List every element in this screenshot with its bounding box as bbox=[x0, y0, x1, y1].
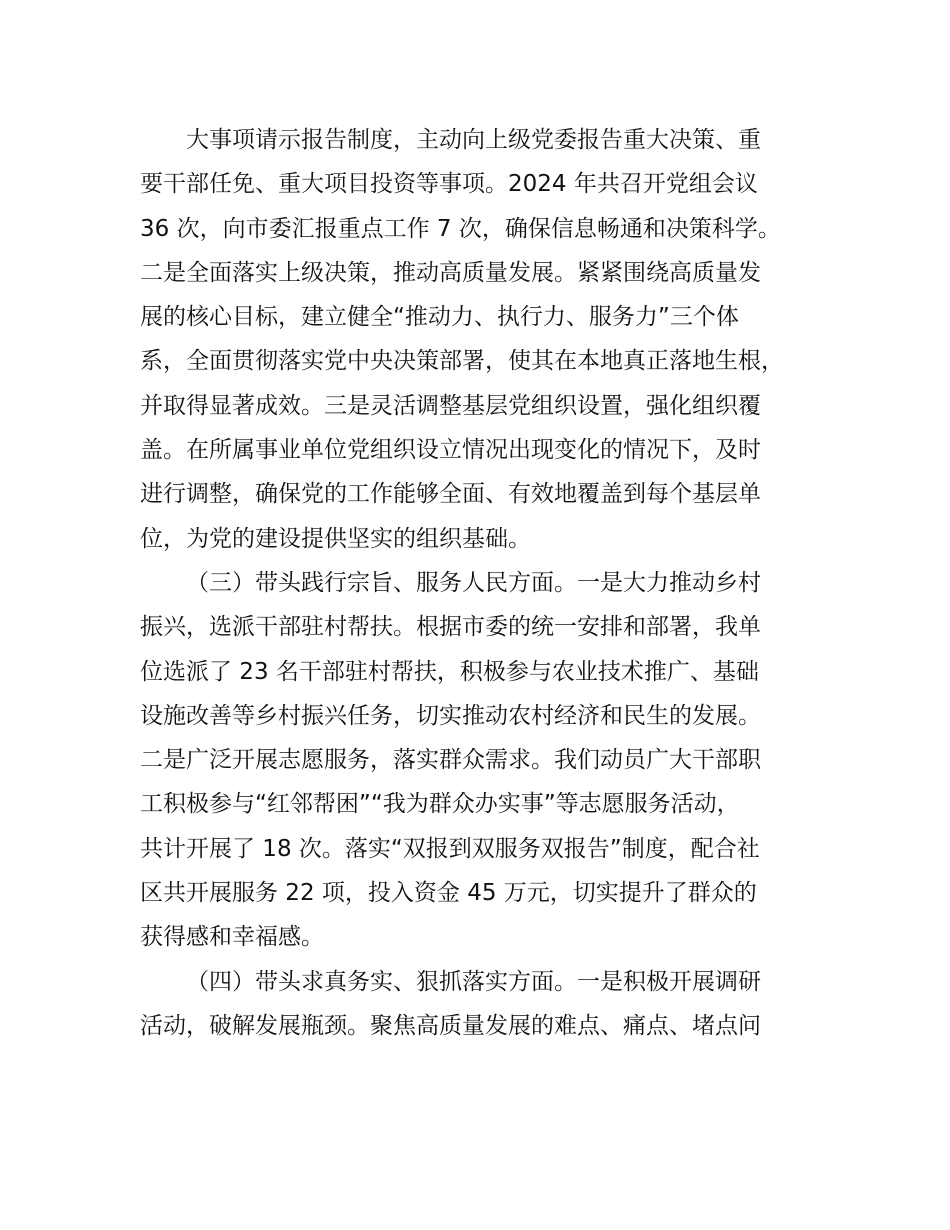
text-line: 并取得显著成效。三是灵活调整基层党组织设置，强化组织覆 bbox=[140, 392, 761, 419]
text-line: 进行调整，确保党的工作能够全面、有效地覆盖到每个基层单 bbox=[140, 481, 761, 508]
text-line: 位选派了 23 名干部驻村帮扶，积极参与农业技术推广、基础 bbox=[140, 658, 759, 685]
text-line: 振兴，选派干部驻村帮扶。根据市委的统一安排和部署，我单 bbox=[140, 614, 761, 641]
document-body bbox=[140, 118, 840, 1048]
text-line: 设施改善等乡村振兴任务，切实推动农村经济和民生的发展。 bbox=[140, 702, 761, 729]
text-line: 共计开展了 18 次。落实“双报到双服务双报告”制度，配合社 bbox=[140, 835, 760, 862]
text-line: 二是全面落实上级决策，推动高质量发展。紧紧围绕高质量发 bbox=[140, 259, 761, 286]
text-line: 要干部任免、重大项目投资等事项。2024 年共召开党组会议 bbox=[140, 171, 758, 198]
text-line: 展的核心目标，建立健全“推动力、执行力、服务力”三个体 bbox=[140, 304, 739, 331]
text-line: 区共开展服务 22 项，投入资金 45 万元，切实提升了群众的 bbox=[140, 880, 757, 907]
text-line: 获得感和幸福感。 bbox=[140, 924, 324, 951]
text-line: （四）带头求真务实、狠抓落实方面。一是积极开展调研 bbox=[186, 968, 761, 995]
text-line: 大事项请示报告制度，主动向上级党委报告重大决策、重 bbox=[186, 127, 761, 153]
text-line: 36 次，向市委汇报重点工作 7 次，确保信息畅通和决策科学。 bbox=[140, 215, 781, 242]
text-line: 活动，破解发展瓶颈。聚焦高质量发展的难点、痛点、堵点问 bbox=[140, 1012, 761, 1039]
paragraph bbox=[140, 960, 840, 1049]
paragraph bbox=[140, 118, 840, 561]
text-line: 工积极参与“红邻帮困”“我为群众办实事”等志愿服务活动， bbox=[140, 791, 740, 818]
text-line: 系，全面贯彻落实党中央决策部署，使其在本地真正落地生根， bbox=[140, 348, 784, 375]
text-line: （三）带头践行宗旨、服务人民方面。一是大力推动乡村 bbox=[186, 569, 761, 596]
text-line: 二是广泛开展志愿服务，落实群众需求。我们动员广大干部职 bbox=[140, 747, 761, 774]
paragraph bbox=[140, 561, 840, 960]
text-line: 盖。在所属事业单位党组织设立情况出现变化的情况下，及时 bbox=[140, 437, 761, 464]
text-line: 位，为党的建设提供坚实的组织基础。 bbox=[140, 525, 531, 552]
